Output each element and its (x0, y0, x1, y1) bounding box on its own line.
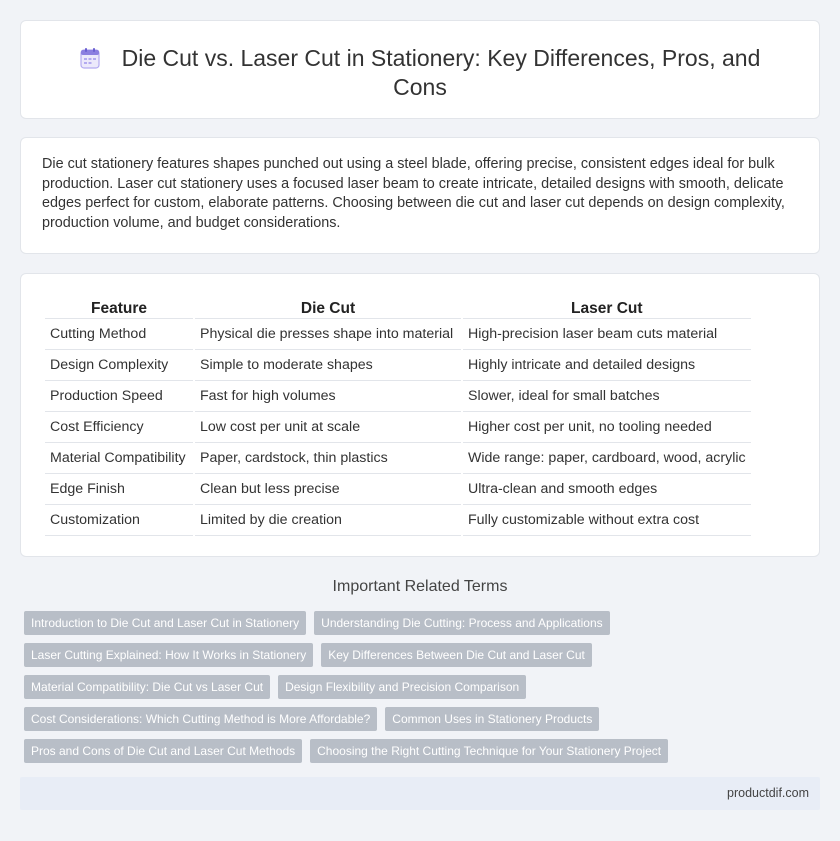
related-term-tag[interactable]: Understanding Die Cutting: Process and Applications (314, 611, 610, 635)
header-die-cut: Die Cut (195, 296, 461, 319)
related-term-tag[interactable]: Common Uses in Stationery Products (385, 707, 599, 731)
feature-cell: Design Complexity (45, 350, 193, 381)
intro-paragraph: Die cut stationery features shapes punched out using a steel blade, offering precise, consistent edges ideal for bulk production. Laser cut stationery uses a focused laser beam to create intricate, detailed designs with smooth, delicate edges perfect for custom, elaborate patterns. Choosing between die cut and laser cut depends on design complexity, production volume, and budget considerations. (42, 156, 785, 231)
die-cut-cell: Low cost per unit at scale (195, 412, 461, 443)
related-term-tag[interactable]: Cost Considerations: Which Cutting Method is More Affordable? (24, 707, 377, 731)
intro-card (20, 137, 820, 254)
page-title (61, 44, 779, 102)
table-row (45, 381, 751, 412)
table-header-row (45, 296, 751, 319)
tag-row (24, 611, 618, 635)
related-term-tag[interactable]: Key Differences Between Die Cut and Laser Cut (321, 643, 592, 667)
related-term-tag[interactable]: Choosing the Right Cutting Technique for Your Stationery Project (310, 739, 668, 763)
tag-row (24, 675, 534, 699)
laser-cut-cell: Ultra-clean and smooth edges (463, 474, 751, 505)
table-row (45, 505, 751, 536)
table-row (45, 319, 751, 350)
laser-cut-cell: Slower, ideal for small batches (463, 381, 751, 412)
tag-row (24, 707, 607, 731)
footer-site-link[interactable]: productdif.com (727, 786, 809, 800)
feature-cell: Production Speed (45, 381, 193, 412)
related-term-tag[interactable]: Pros and Cons of Die Cut and Laser Cut Methods (24, 739, 302, 763)
die-cut-cell: Fast for high volumes (195, 381, 461, 412)
feature-cell: Edge Finish (45, 474, 193, 505)
feature-cell: Customization (45, 505, 193, 536)
laser-cut-cell: Highly intricate and detailed designs (463, 350, 751, 381)
laser-cut-cell: Fully customizable without extra cost (463, 505, 751, 536)
die-cut-cell: Clean but less precise (195, 474, 461, 505)
related-terms-heading: Important Related Terms (332, 578, 508, 595)
footer (20, 777, 820, 810)
related-term-tag[interactable]: Laser Cutting Explained: How It Works in Stationery (24, 643, 313, 667)
laser-cut-cell: High-precision laser beam cuts material (463, 319, 751, 350)
feature-cell: Cutting Method (45, 319, 193, 350)
die-cut-cell: Limited by die creation (195, 505, 461, 536)
page-title-text: Die Cut vs. Laser Cut in Stationery: Key Differences, Pros, and Cons (121, 45, 761, 100)
header-laser-cut: Laser Cut (463, 296, 751, 319)
related-term-tag[interactable]: Introduction to Die Cut and Laser Cut in Stationery (24, 611, 306, 635)
table-row (45, 412, 751, 443)
table-row (45, 474, 751, 505)
tag-row (24, 739, 676, 763)
calendar-icon (80, 47, 100, 69)
feature-cell: Material Compatibility (45, 443, 193, 474)
die-cut-cell: Paper, cardstock, thin plastics (195, 443, 461, 474)
die-cut-cell: Simple to moderate shapes (195, 350, 461, 381)
laser-cut-cell: Higher cost per unit, no tooling needed (463, 412, 751, 443)
table-row (45, 350, 751, 381)
related-term-tag[interactable]: Material Compatibility: Die Cut vs Laser Cut (24, 675, 270, 699)
comparison-card (20, 273, 820, 557)
tag-row (24, 643, 600, 667)
table-row (45, 443, 751, 474)
feature-cell: Cost Efficiency (45, 412, 193, 443)
comparison-table (43, 296, 753, 536)
header-card (20, 20, 820, 119)
header-feature: Feature (45, 296, 193, 319)
laser-cut-cell: Wide range: paper, cardboard, wood, acrylic (463, 443, 751, 474)
related-term-tag[interactable]: Design Flexibility and Precision Comparison (278, 675, 526, 699)
die-cut-cell: Physical die presses shape into material (195, 319, 461, 350)
